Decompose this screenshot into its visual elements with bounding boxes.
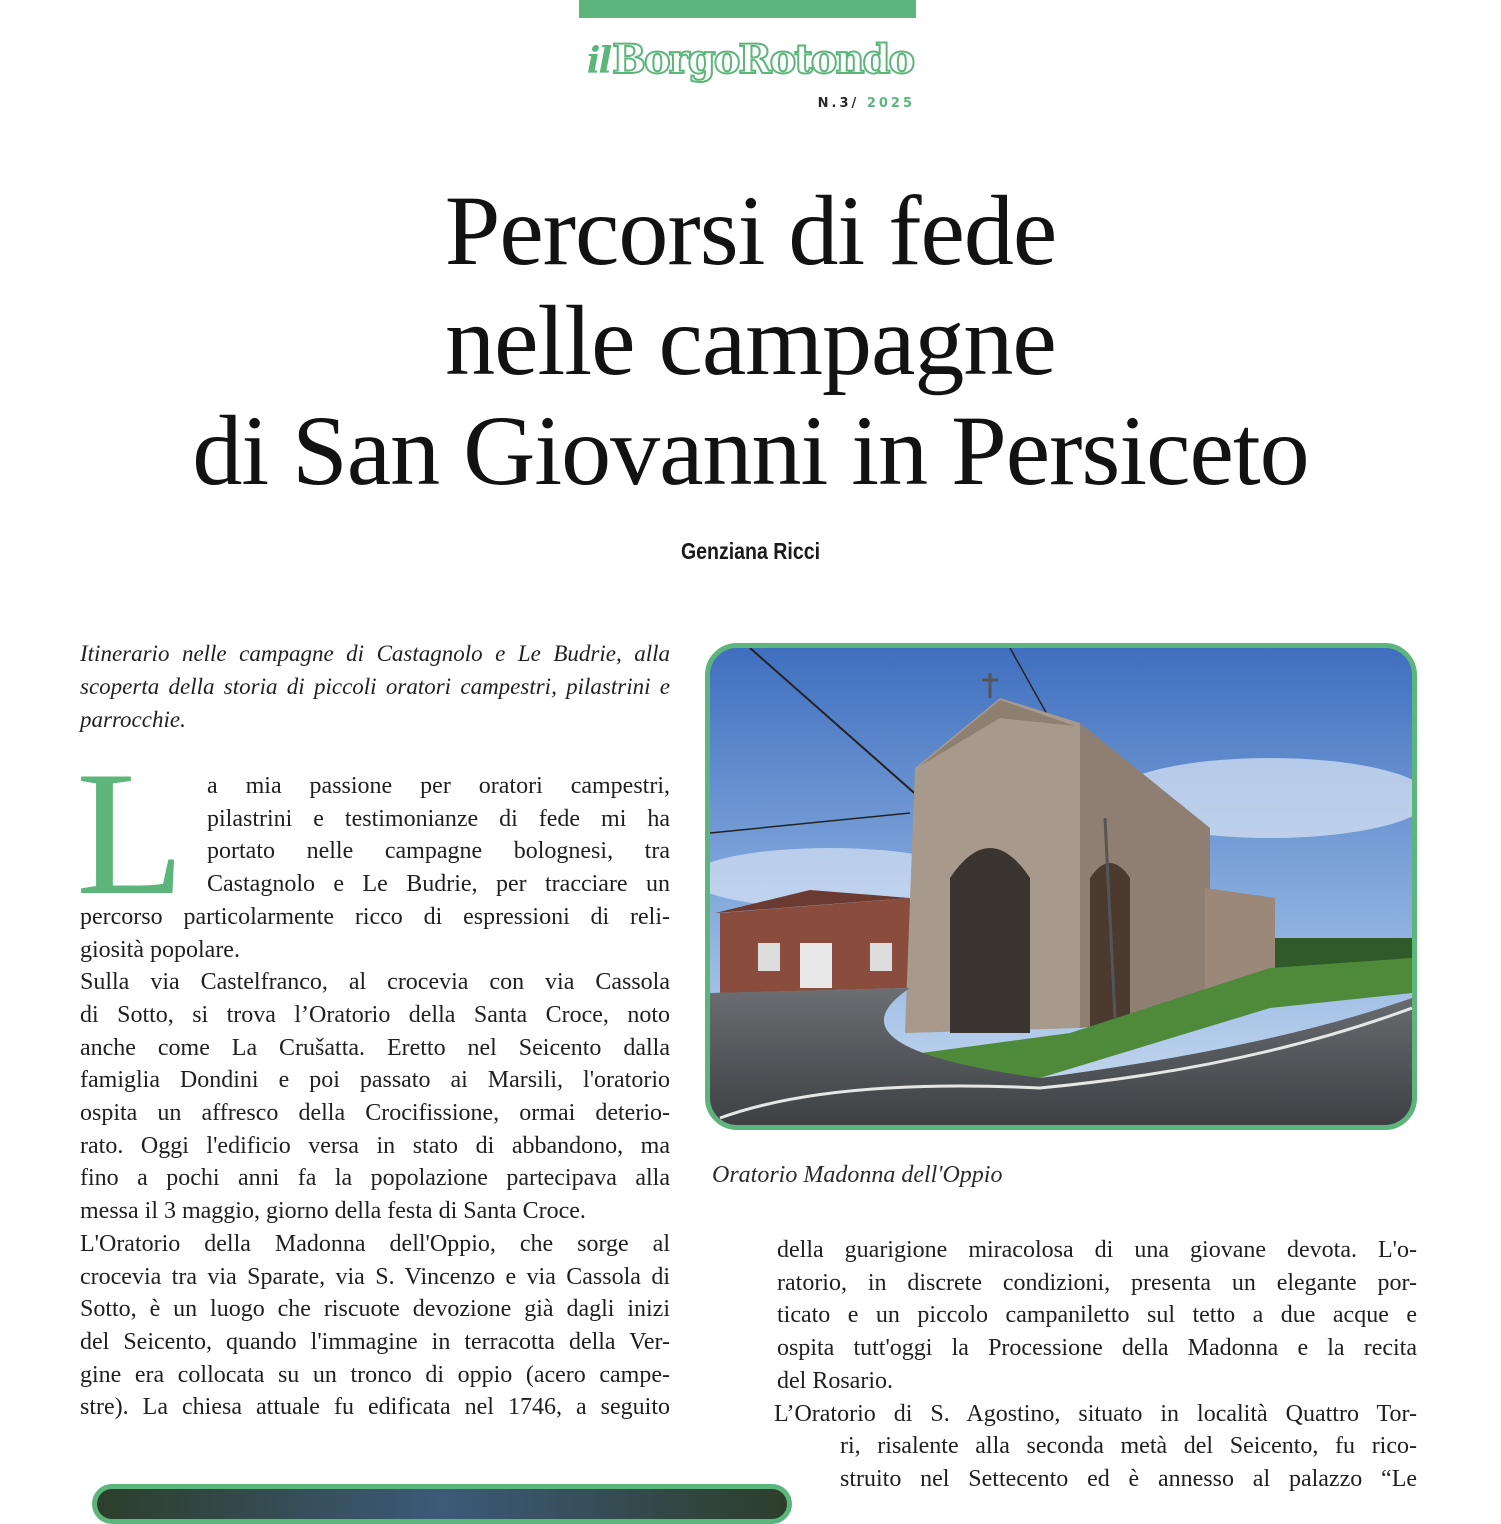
body-line: della guarigione miracolosa di una giovane devota. L'o- [777, 1237, 1417, 1263]
body-line: ospita un affresco della Crocifissione, ormai deterio- [80, 1100, 670, 1126]
body-line: del Rosario. [777, 1367, 893, 1394]
article-intro: Itinerario nelle campagne di Castagnolo e Le Budrie, alla scoperta della storia di piccoli oratori campestri, pilastrini e parrocchie. [80, 641, 670, 732]
title-line-3: di San Giovanni in Persiceto [192, 395, 1309, 506]
article-column-2 [774, 1234, 1417, 1496]
body-line: ratorio, in discrete condizioni, presenta un elegante por- [777, 1269, 1417, 1296]
body-line: anche come La Crušatta. Eretto nel Seicento dalla [80, 1034, 670, 1061]
body-line: gine era collocata su un tronco di oppio (acero campe- [80, 1361, 670, 1388]
body-line: pilastrini e testimonianze di fede mi ha [207, 805, 670, 832]
photo-caption: Oratorio Madonna dell'Oppio [712, 1162, 1003, 1188]
body-line: a mia passione per oratori campestri, [207, 773, 670, 799]
body-line: Sulla via Castelfranco, al crocevia con via Cassola [80, 969, 670, 996]
body-line: giosità popolare. [80, 936, 240, 963]
body-line: L’Oratorio di S. Agostino, situato in località Quattro Tor- [774, 1400, 1417, 1427]
body-line: ri, risalente alla seconda metà del Seicento, fu rico- [840, 1433, 1417, 1460]
body-line: ospita tutt'oggi la Processione della Madonna e la recita [777, 1335, 1417, 1362]
body-line: ticato e un piccolo campaniletto sul tetto a due acque e [777, 1302, 1417, 1329]
second-photo [92, 1484, 792, 1524]
body-line: del Seicento, quando l'immagine in terracotta della Ver- [80, 1328, 670, 1355]
oratorio-photo [705, 643, 1417, 1130]
body-line: stre). La chiesa attuale fu edificata nel 1746, a seguito [80, 1394, 670, 1421]
body-line: portato nelle campagne bolognesi, tra [207, 838, 670, 865]
issue-number: N.3/ 2025 [817, 96, 915, 111]
body-line: fino a pochi anni fa la popolazione partecipava alla [80, 1165, 670, 1192]
body-line: Sotto, è un luogo che riscuote devozione già dagli inizi [80, 1296, 670, 1323]
body-line: L'Oratorio della Madonna dell'Oppio, che sorge al [80, 1230, 670, 1257]
article-column-1 [80, 770, 670, 1440]
body-line: famiglia Dondini e poi passato ai Marsili, l'oratorio [80, 1067, 670, 1094]
title-line-2: nelle campagne [445, 285, 1056, 396]
article-title [0, 176, 1501, 506]
body-line: Castagnolo e Le Budrie, per tracciare un [207, 871, 670, 898]
body-line: struito nel Settecento ed è annesso al palazzo “Le [840, 1465, 1417, 1492]
body-line: crocevia tra via Sparate, via S. Vincenzo e via Cassola di [80, 1263, 670, 1290]
article-author: Genziana Ricci [680, 538, 821, 564]
magazine-logo: ilBorgoRotondo [586, 36, 914, 83]
body-line: rato. Oggi l'edificio versa in stato di abbandono, ma [80, 1132, 670, 1159]
header-accent-bar [579, 0, 916, 18]
body-line: messa il 3 maggio, giorno della festa di Santa Croce. [80, 1198, 586, 1225]
drop-cap: L [76, 734, 185, 932]
photo-illustration [710, 648, 1412, 1125]
body-line: percorso particolarmente ricco di espressioni di reli- [80, 903, 670, 930]
title-line-1: Percorsi di fede [444, 175, 1057, 286]
body-line: di Sotto, si trova l’Oratorio della Santa Croce, noto [80, 1001, 670, 1028]
